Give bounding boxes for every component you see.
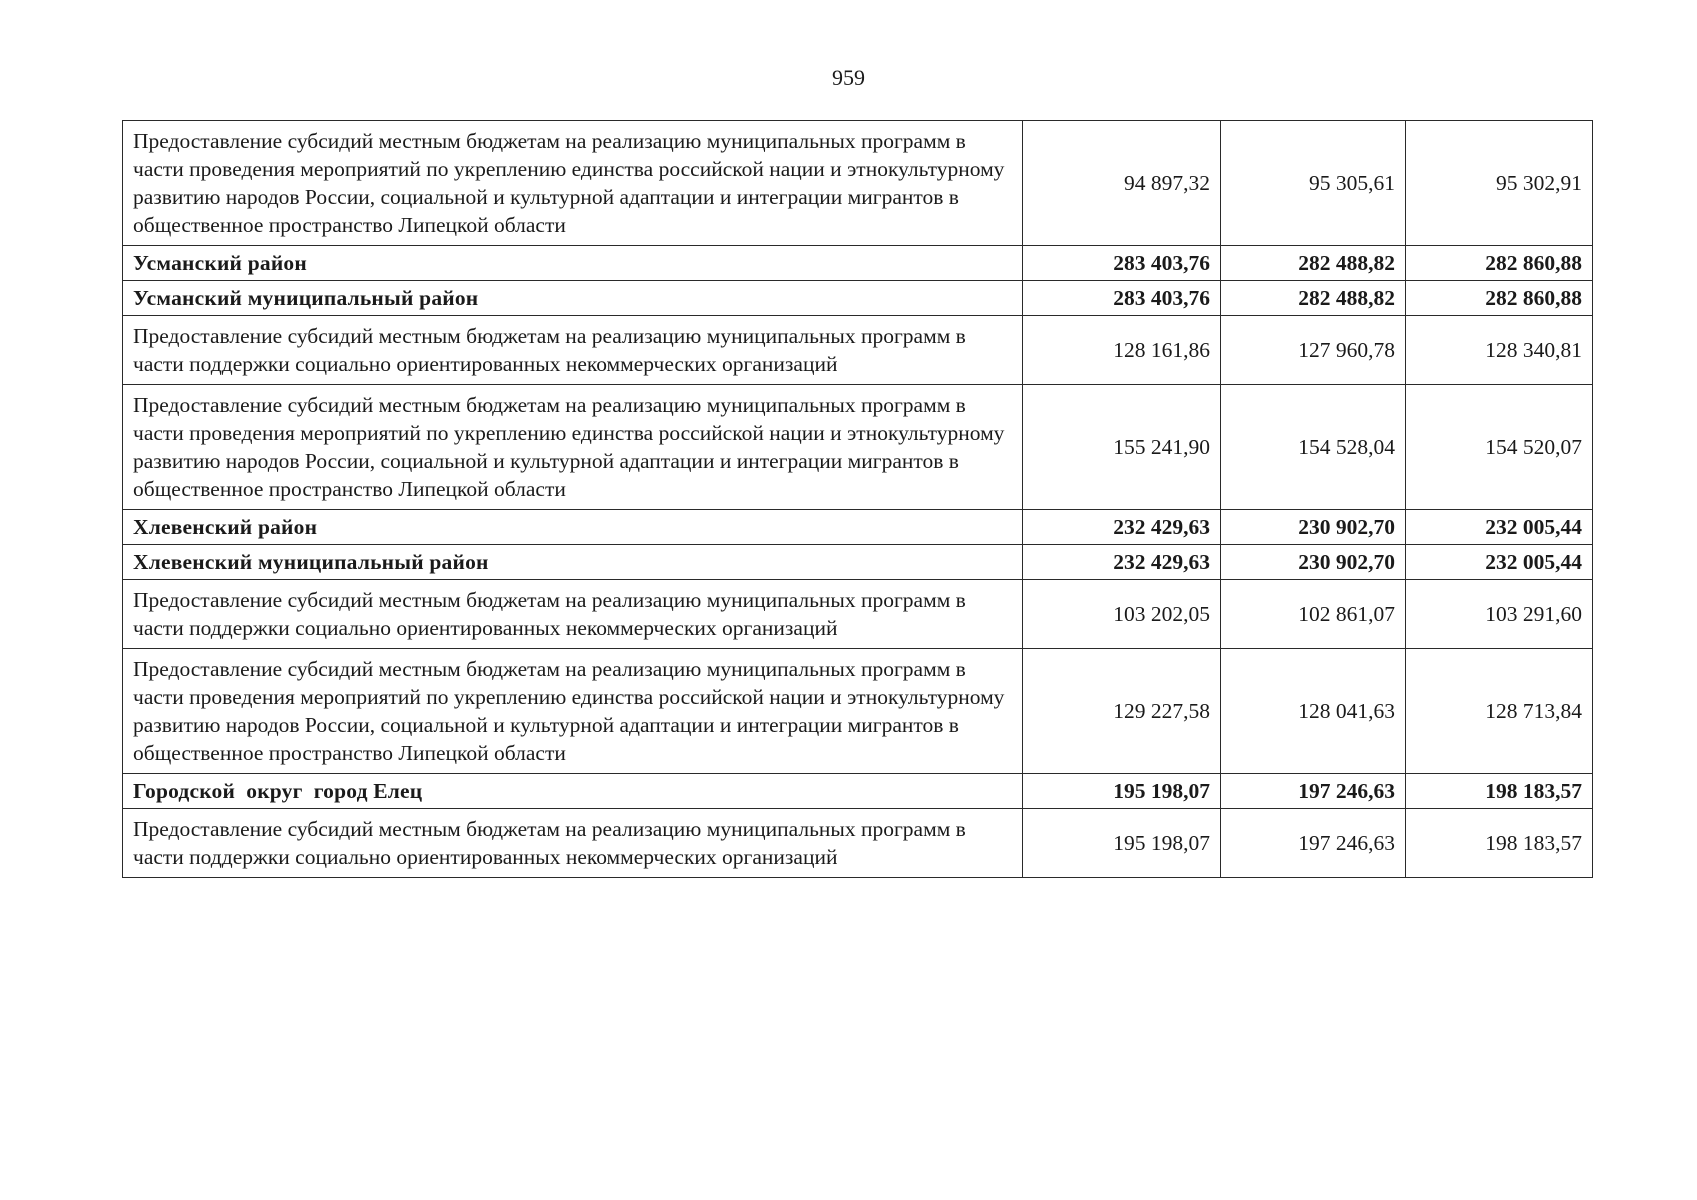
row-value-3: 282 860,88 [1406, 246, 1593, 281]
row-description: Городской округ город Елец [123, 774, 1023, 809]
row-value-3: 198 183,57 [1406, 774, 1593, 809]
row-description: Хлевенский район [123, 510, 1023, 545]
row-value-3: 154 520,07 [1406, 385, 1593, 510]
table-row [123, 246, 1593, 281]
row-value-2: 230 902,70 [1221, 545, 1406, 580]
row-value-2: 154 528,04 [1221, 385, 1406, 510]
row-value-1: 129 227,58 [1023, 649, 1221, 774]
row-description: Предоставление субсидий местным бюджетам на реализацию муниципальных программ в части проведения мероприятий по укреплению единства российской нации и этнокультурному развитию народов России, социальной и культурной адаптации и интеграции мигрантов в общественное пространство Липецкой области [123, 121, 1023, 246]
table-row [123, 649, 1593, 774]
row-value-2: 197 246,63 [1221, 774, 1406, 809]
row-value-2: 230 902,70 [1221, 510, 1406, 545]
row-description: Предоставление субсидий местным бюджетам на реализацию муниципальных программ в части проведения мероприятий по укреплению единства российской нации и этнокультурному развитию народов России, социальной и культурной адаптации и интеграции мигрантов в общественное пространство Липецкой области [123, 385, 1023, 510]
table-row [123, 774, 1593, 809]
row-description: Усманский муниципальный район [123, 281, 1023, 316]
row-value-1: 232 429,63 [1023, 545, 1221, 580]
table-row [123, 545, 1593, 580]
table-row [123, 510, 1593, 545]
row-description: Предоставление субсидий местным бюджетам на реализацию муниципальных программ в части поддержки социально ориентированных некоммерческих организаций [123, 316, 1023, 385]
row-value-3: 282 860,88 [1406, 281, 1593, 316]
row-description: Хлевенский муниципальный район [123, 545, 1023, 580]
table-row [123, 809, 1593, 878]
row-value-3: 95 302,91 [1406, 121, 1593, 246]
table-row [123, 316, 1593, 385]
row-value-2: 282 488,82 [1221, 246, 1406, 281]
table-row [123, 580, 1593, 649]
table-row [123, 385, 1593, 510]
row-value-1: 128 161,86 [1023, 316, 1221, 385]
row-value-1: 103 202,05 [1023, 580, 1221, 649]
row-value-3: 128 340,81 [1406, 316, 1593, 385]
row-value-2: 102 861,07 [1221, 580, 1406, 649]
row-value-1: 232 429,63 [1023, 510, 1221, 545]
row-value-3: 232 005,44 [1406, 510, 1593, 545]
budget-table [122, 120, 1593, 878]
row-value-1: 155 241,90 [1023, 385, 1221, 510]
row-value-1: 283 403,76 [1023, 246, 1221, 281]
row-description: Усманский район [123, 246, 1023, 281]
row-value-2: 197 246,63 [1221, 809, 1406, 878]
row-value-1: 283 403,76 [1023, 281, 1221, 316]
row-value-3: 198 183,57 [1406, 809, 1593, 878]
row-value-3: 232 005,44 [1406, 545, 1593, 580]
page-number: 959 [832, 65, 865, 90]
row-value-2: 282 488,82 [1221, 281, 1406, 316]
row-value-2: 95 305,61 [1221, 121, 1406, 246]
row-value-1: 195 198,07 [1023, 774, 1221, 809]
table-row [123, 121, 1593, 246]
row-description: Предоставление субсидий местным бюджетам на реализацию муниципальных программ в части поддержки социально ориентированных некоммерческих организаций [123, 809, 1023, 878]
row-value-2: 128 041,63 [1221, 649, 1406, 774]
row-description: Предоставление субсидий местным бюджетам на реализацию муниципальных программ в части поддержки социально ориентированных некоммерческих организаций [123, 580, 1023, 649]
row-value-2: 127 960,78 [1221, 316, 1406, 385]
row-value-3: 128 713,84 [1406, 649, 1593, 774]
row-description: Предоставление субсидий местным бюджетам на реализацию муниципальных программ в части проведения мероприятий по укреплению единства российской нации и этнокультурному развитию народов России, социальной и культурной адаптации и интеграции мигрантов в общественное пространство Липецкой области [123, 649, 1023, 774]
row-value-1: 195 198,07 [1023, 809, 1221, 878]
row-value-3: 103 291,60 [1406, 580, 1593, 649]
table-row [123, 281, 1593, 316]
row-value-1: 94 897,32 [1023, 121, 1221, 246]
